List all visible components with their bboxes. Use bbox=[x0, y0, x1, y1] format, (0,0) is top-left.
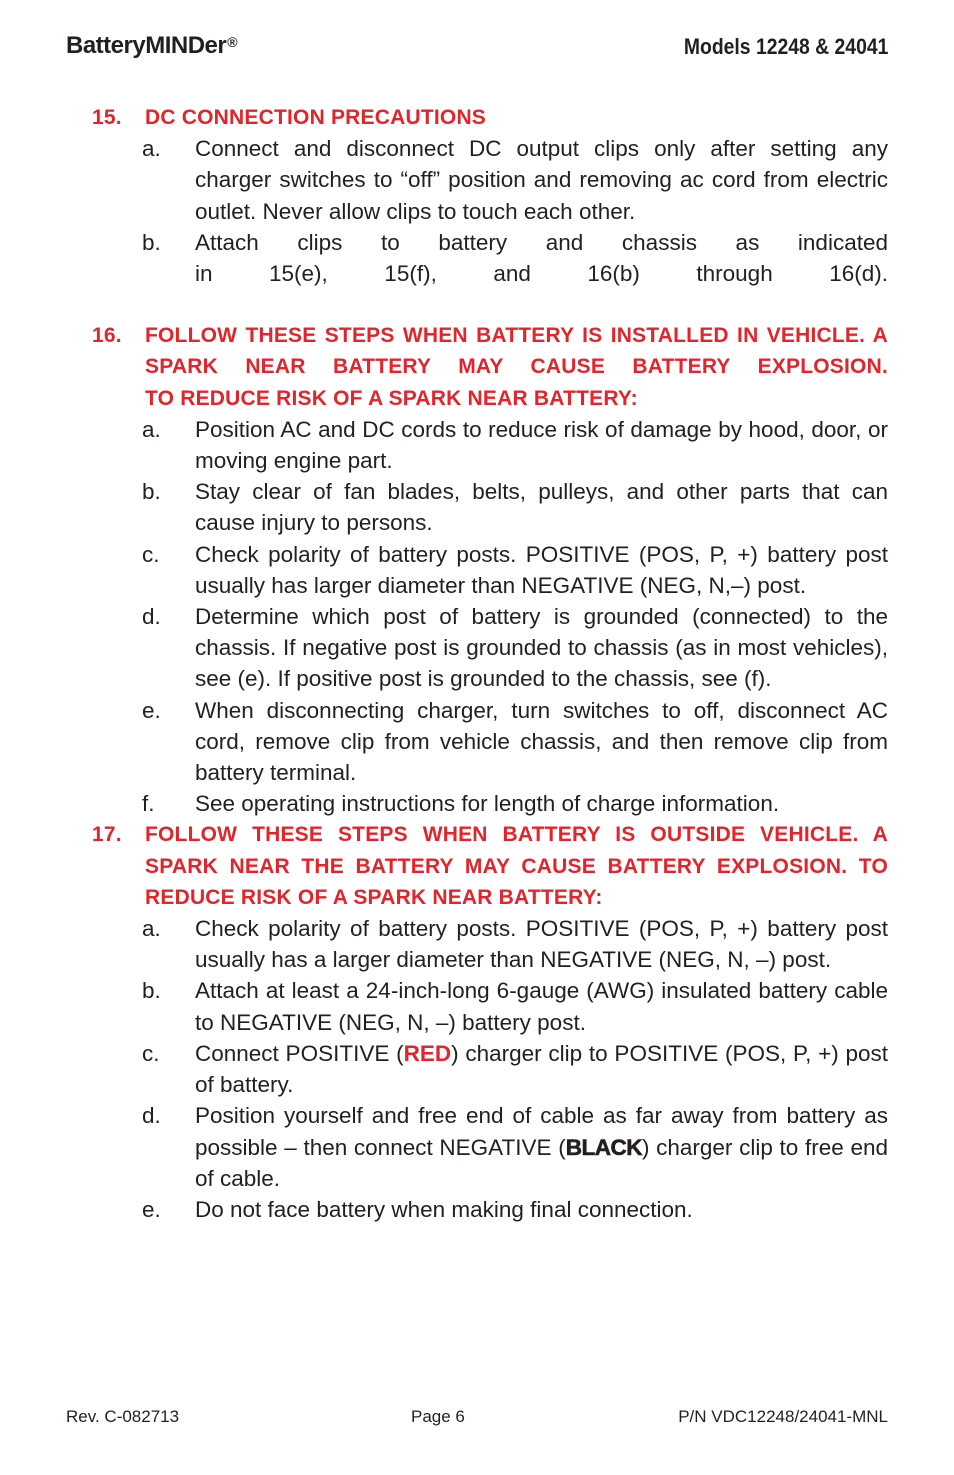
item-text: Connect and disconnect DC output clips only after setting any charger switches to “off” position and removing ac cord from electric outlet. Never allow clips to touch each other. bbox=[195, 136, 888, 224]
list-item bbox=[92, 227, 888, 289]
section-number: 16. bbox=[92, 324, 122, 348]
item-text-line: in 15(e), 15(f), and 16(b) through 16(d). bbox=[195, 261, 888, 287]
list-item bbox=[92, 975, 888, 1037]
list-item bbox=[92, 539, 888, 601]
spacer bbox=[92, 289, 888, 320]
item-text bbox=[195, 1103, 888, 1190]
item-letter: e. bbox=[142, 1196, 161, 1222]
item-letter: d. bbox=[142, 604, 161, 630]
section-number: 15. bbox=[92, 106, 122, 129]
item-letter: d. bbox=[142, 1103, 161, 1129]
list-item bbox=[92, 788, 888, 819]
black-clip-label: BLACK bbox=[565, 1134, 642, 1160]
page-number: Page 6 bbox=[411, 1407, 465, 1426]
list-item bbox=[92, 601, 888, 695]
item-text: Check polarity of battery posts. POSITIVE (POS, P, +) battery post usually has a larger diameter than NEGATIVE (NEG, N, –) post. bbox=[195, 916, 888, 973]
section-heading bbox=[92, 819, 888, 913]
list-item bbox=[92, 1038, 888, 1100]
item-text-part: Position yourself and free end of cable as far away from battery as possible – then connect NEGATIVE ( bbox=[195, 1103, 888, 1160]
item-letter: a. bbox=[142, 916, 161, 942]
list-item bbox=[92, 1100, 888, 1194]
list-item bbox=[92, 133, 888, 227]
item-text-line: Attach clips to battery and chassis as indicated bbox=[195, 229, 888, 255]
item-text bbox=[195, 1041, 888, 1097]
item-letter: b. bbox=[142, 479, 161, 505]
list-item bbox=[92, 476, 888, 538]
item-letter: a. bbox=[142, 416, 161, 442]
item-text: Position AC and DC cords to reduce risk of damage by hood, door, or moving engine part. bbox=[195, 416, 888, 474]
item-text: See operating instructions for length of charge information. bbox=[195, 791, 780, 817]
section-title: FOLLOW THESE STEPS WHEN BATTERY IS INSTALLED IN VEHICLE. A SPARK NEAR BATTERY MAY CAUSE BATTERY EXPLOSION. bbox=[145, 324, 888, 379]
brand-name: BatteryMINDer bbox=[66, 32, 227, 59]
section-17 bbox=[92, 819, 888, 1225]
registered-mark: ® bbox=[227, 34, 238, 50]
item-text: Determine which post of battery is grounded (connected) to the chassis. If negative post is grounded to chassis (as in most vehicles), see (e). If positive post is grounded to the chassis, see (f). bbox=[195, 604, 888, 692]
section-16 bbox=[92, 320, 888, 819]
section-title: FOLLOW THESE STEPS WHEN BATTERY IS OUTSIDE VEHICLE. A SPARK NEAR THE BATTERY MAY CAUSE BATTERY EXPLOSION. TO REDUCE RISK OF A SPARK NEAR BATTERY: bbox=[145, 823, 888, 909]
list-item bbox=[92, 414, 888, 476]
section-heading bbox=[92, 320, 888, 414]
item-letter: c. bbox=[142, 1040, 160, 1066]
page-footer bbox=[66, 1407, 888, 1429]
item-text-part: ) charger clip to POSITIVE (POS, P, +) post of battery. bbox=[195, 1040, 889, 1098]
item-letter: b. bbox=[142, 978, 161, 1004]
page-header bbox=[66, 32, 888, 66]
brand-logo bbox=[66, 32, 237, 60]
item-letter: a. bbox=[142, 136, 161, 162]
document-body bbox=[92, 102, 888, 1225]
item-text: When disconnecting charger, turn switches to off, disconnect AC cord, remove clip from vehicle chassis, and then remove clip from battery terminal. bbox=[195, 697, 888, 786]
item-text: Check polarity of battery posts. POSITIVE (POS, P, +) battery post usually has larger diameter than NEGATIVE (NEG, N,–) post. bbox=[195, 541, 888, 598]
list-item bbox=[92, 1194, 888, 1225]
section-title: DC CONNECTION PRECAUTIONS bbox=[145, 106, 487, 129]
models-title: Models 12248 & 24041 bbox=[683, 34, 888, 59]
item-text-part: Connect POSITIVE ( bbox=[195, 1040, 404, 1066]
list-item bbox=[92, 913, 888, 975]
list-item bbox=[92, 695, 888, 789]
section-heading bbox=[92, 102, 888, 133]
red-clip-label: RED bbox=[403, 1040, 452, 1066]
revision-label: Rev. C-082713 bbox=[66, 1407, 180, 1426]
item-letter: f. bbox=[142, 791, 155, 817]
section-subtitle: TO REDUCE RISK OF A SPARK NEAR BATTERY: bbox=[145, 386, 638, 410]
item-letter: c. bbox=[142, 541, 160, 567]
section-15 bbox=[92, 102, 888, 289]
item-letter: e. bbox=[142, 697, 161, 723]
item-text: Attach at least a 24-inch-long 6-gauge (AWG) insulated battery cable to NEGATIVE (NEG, N, –) battery post. bbox=[195, 978, 888, 1035]
item-letter: b. bbox=[142, 229, 161, 255]
item-text: Do not face battery when making final connection. bbox=[195, 1196, 693, 1222]
section-number: 17. bbox=[92, 823, 122, 847]
item-text-part: ) charger clip to free end of cable. bbox=[195, 1134, 889, 1191]
item-text: Stay clear of fan blades, belts, pulleys, and other parts that can cause injury to persons. bbox=[195, 479, 888, 536]
part-number: P/N VDC12248/24041-MNL bbox=[678, 1407, 888, 1426]
